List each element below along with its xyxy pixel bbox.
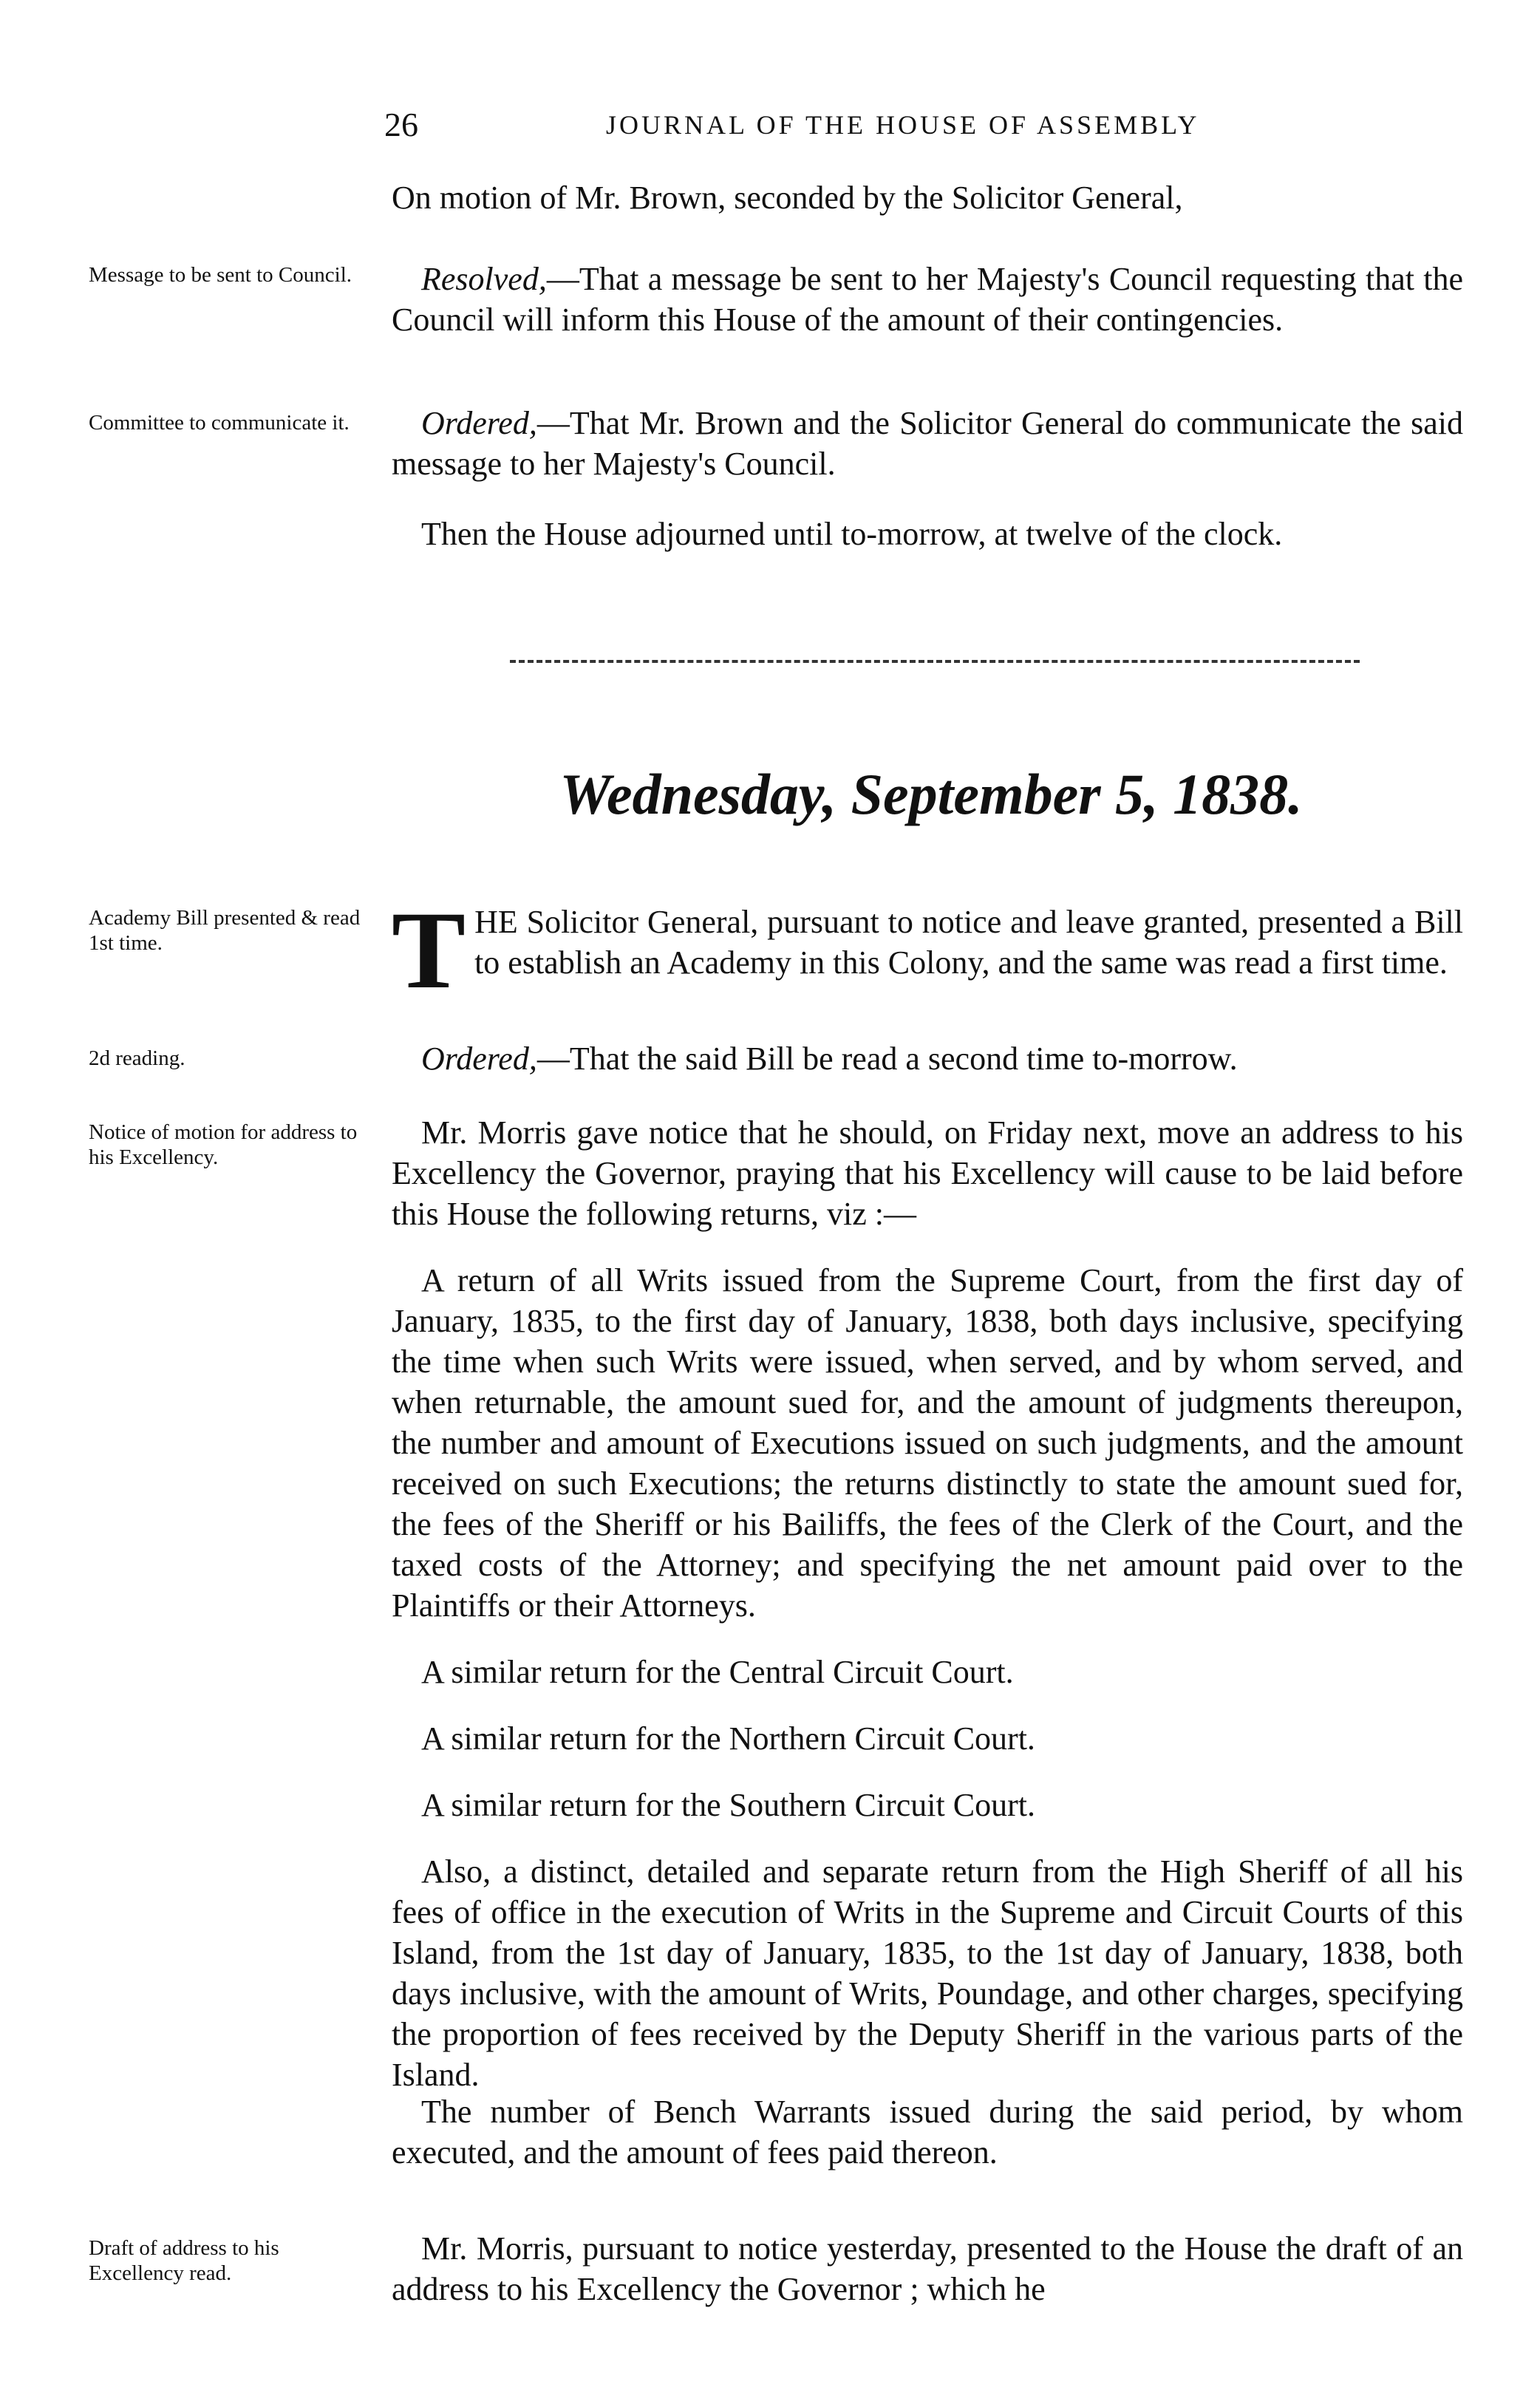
ordered-paragraph-1 [392, 403, 1463, 484]
ordered-paragraph-2 [392, 1038, 1463, 1079]
margin-note-notice: Notice of motion for address to his Excellency. [89, 1120, 358, 1169]
margin-note-committee: Committee to communicate it. [89, 411, 350, 435]
draft-paragraph: Mr. Morris, pursuant to notice yesterday, presented to the House the draft of an address to his Excellency the Governor ; which he [392, 2230, 1463, 2307]
date-heading: Wednesday, September 5, 1838. [559, 762, 1303, 826]
resolved-label: Resolved, [421, 261, 547, 297]
academy-paragraph [392, 889, 1463, 1012]
academy-text: HE Solicitor General, pursuant to notice and leave granted, presented a Bill to establish an Academy in this Colony, and the same was read a first time. [474, 904, 1463, 981]
page-number: 26 [384, 106, 418, 143]
running-head: JOURNAL OF THE HOUSE OF ASSEMBLY [606, 110, 1200, 140]
southern-return: A similar return for the Southern Circuit Court. [421, 1787, 1035, 1823]
also-paragraph: Also, a distinct, detailed and separate return from the High Sheriff of all his fees of office in the execution of Writs in the Supreme and Circuit Courts of this Island, from the 1st day of January, 1835, to the 1st day of January, 1838, both days inclusive, with the amount of Writs, Poundage, and other charges, specifying the proportion of fees received by the Deputy Sheriff in the various parts of the Island. [392, 1853, 1463, 2093]
central-return: A similar return for the Central Circuit Court. [421, 1654, 1014, 1690]
margin-note-academy: Academy Bill presented & read 1st time. [89, 906, 361, 955]
notice-paragraph: Mr. Morris gave notice that he should, on Friday next, move an address to his Excellency the Governor, praying that his Excellency will cause to be laid before this House the following returns, viz :— [392, 1114, 1463, 1232]
drop-cap: T [392, 889, 466, 1012]
margin-note-draft: Draft of address to his Excellency read. [89, 2236, 279, 2285]
ordered-label-1: Ordered, [421, 405, 537, 441]
motion-paragraph: On motion of Mr. Brown, seconded by the Solicitor General, [392, 180, 1183, 216]
margin-note-second-reading: 2d reading. [89, 1046, 185, 1070]
bench-warrants-paragraph: The number of Bench Warrants issued during the said period, by whom executed, and the amount of fees paid thereon. [392, 2094, 1463, 2170]
return-paragraph: A return of all Writs issued from the Supreme Court, from the first day of January, 1835, to the first day of January, 1838, both days inclusive, specifying the time when such Writs were issued, when served, and by whom served, and when returnable, the amount sued for, and the amount of judgments thereupon, the number and amount of Executions issued on such judgments, and the amount received on such Executions; the returns distinctly to state the amount sued for, the fees of the Sheriff or his Bailiffs, the fees of the Clerk of the Court, and the taxed costs of the Attorney; and specifying the net amount paid over to the Plaintiffs or their Attorneys. [392, 1262, 1463, 1624]
northern-return: A similar return for the Northern Circuit Court. [421, 1720, 1035, 1757]
ordered-text-1: —That Mr. Brown and the Solicitor General do communicate the said message to her Majesty's Council. [392, 405, 1463, 482]
resolved-text: —That a message be sent to her Majesty's Council requesting that the Council will inform this House of the amount of their contingencies. [392, 261, 1463, 338]
resolved-paragraph [392, 259, 1463, 340]
ordered-text-2: —That the said Bill be read a second time to-morrow. [536, 1041, 1238, 1077]
page-header [384, 105, 1419, 149]
section-divider [510, 660, 1360, 663]
ordered-label-2: Ordered, [421, 1041, 537, 1077]
margin-note-message: Message to be sent to Council. [89, 263, 352, 287]
adjourned-paragraph: Then the House adjourned until to-morrow, at twelve of the clock. [421, 516, 1283, 552]
